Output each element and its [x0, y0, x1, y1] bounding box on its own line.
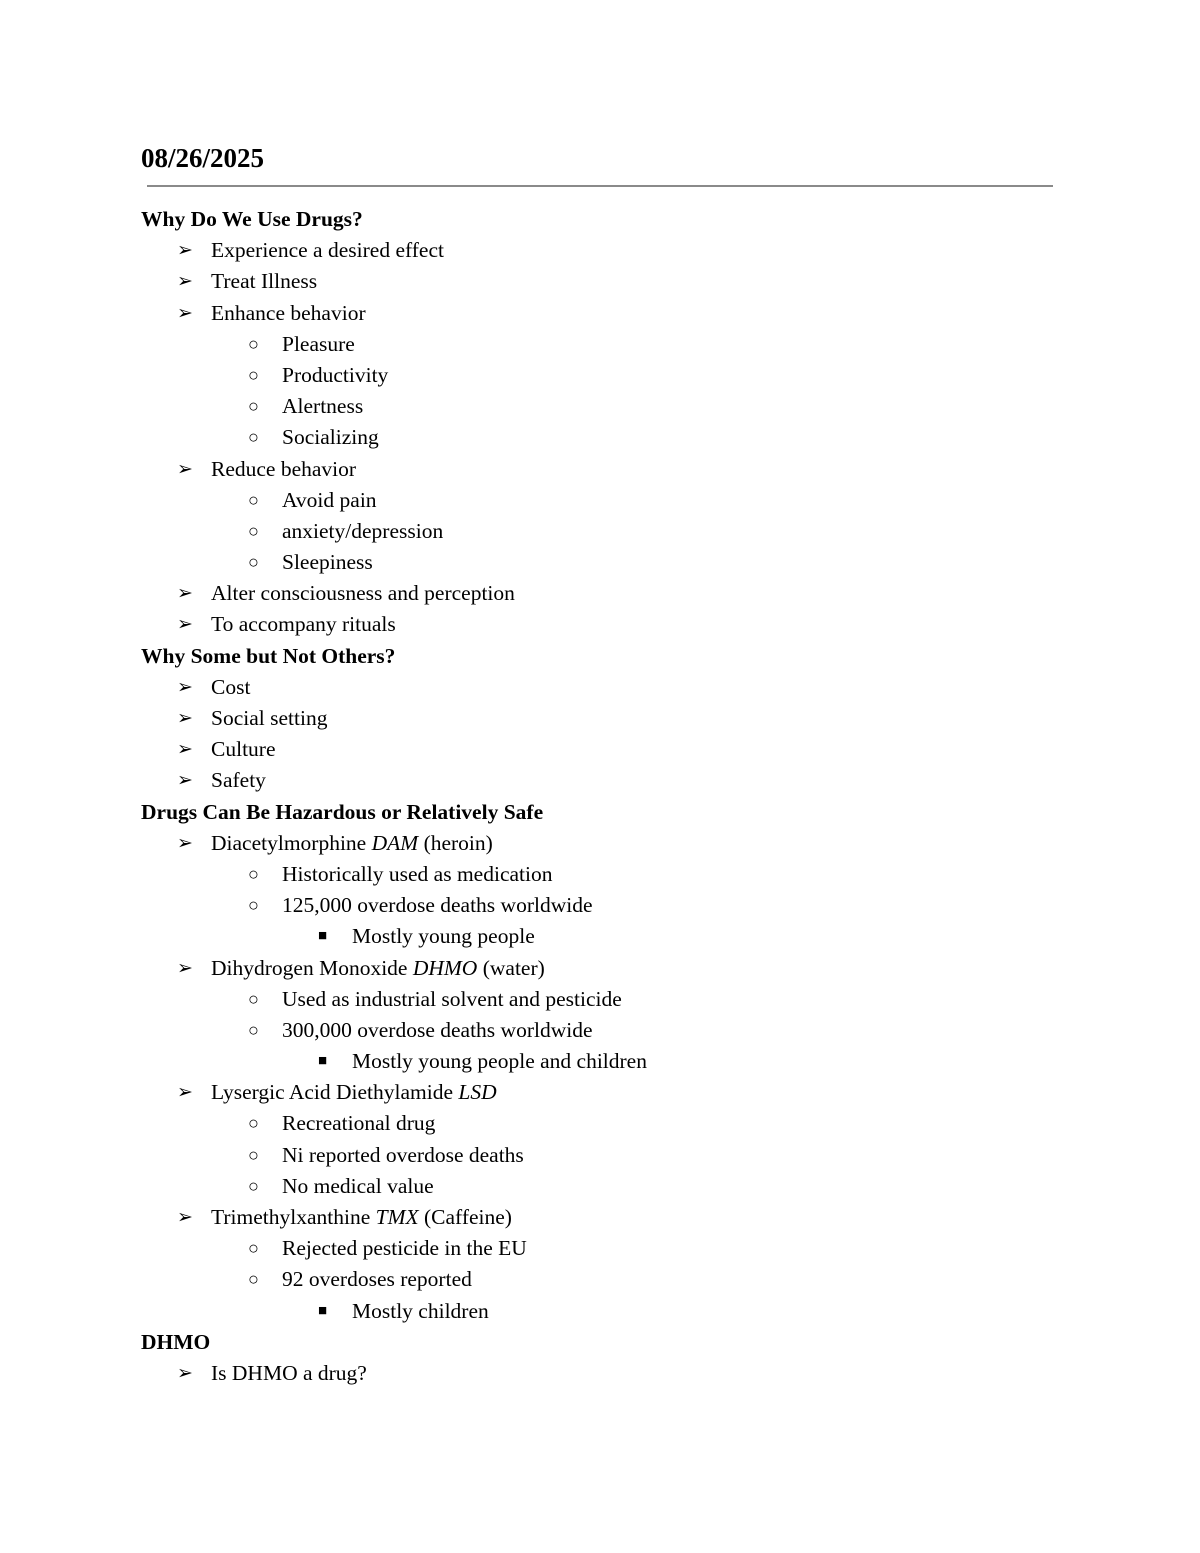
list-item [0, 1077, 1200, 1108]
square-bullet-icon: ■ [318, 1053, 328, 1070]
drug-abbreviation: TMX [375, 1205, 419, 1229]
horizontal-divider [147, 185, 1053, 187]
sub-list-item: ○ 92 overdoses reported [0, 1264, 1200, 1295]
drug-abbreviation: DHMO [412, 955, 478, 980]
circle-bullet-icon: ○ [248, 1238, 259, 1259]
arrow-bullet-icon: ➢ [177, 676, 193, 698]
drug-note: (Caffeine) [424, 1205, 512, 1229]
arrow-bullet-icon: ➢ [177, 614, 193, 636]
list-item: ➢ To accompany rituals [0, 609, 1200, 640]
arrow-bullet-icon: ➢ [177, 770, 193, 792]
list-item [0, 828, 1200, 859]
list-item: ➢ Cost [0, 672, 1200, 703]
section-heading: DHMO [141, 1329, 211, 1354]
sub-list-item: ○ No medical value [0, 1171, 1200, 1202]
arrow-bullet-icon: ➢ [177, 240, 193, 262]
page-date: 08/26/2025 [141, 143, 265, 173]
sub-list-item: ○ 300,000 overdose deaths worldwide [0, 1015, 1200, 1046]
circle-bullet-icon: ○ [248, 364, 259, 385]
sub-list-item: ○ Pleasure [0, 329, 1200, 360]
list-item: ➢ Alter consciousness and perception [0, 578, 1200, 609]
drug-note: (water) [482, 955, 545, 980]
circle-bullet-icon: ○ [248, 1144, 259, 1165]
arrow-bullet-icon: ➢ [177, 1207, 193, 1228]
notes-body [0, 204, 1200, 1389]
sub-sub-list-item: ■ Mostly young people [0, 921, 1200, 952]
circle-bullet-icon: ○ [248, 552, 259, 573]
circle-bullet-icon: ○ [248, 1175, 259, 1196]
sub-list-item: ○ Ni reported overdose deaths [0, 1140, 1200, 1171]
arrow-bullet-icon: ➢ [177, 708, 193, 729]
circle-bullet-icon: ○ [248, 895, 259, 916]
drug-name: Diacetylmorphine [211, 830, 367, 855]
circle-bullet-icon: ○ [248, 988, 259, 1009]
drug-abbreviation: LSD [458, 1080, 497, 1105]
sub-list-item: ○ Used as industrial solvent and pesticide [0, 984, 1200, 1015]
section-heading: Why Some but Not Others? [141, 643, 396, 668]
sub-list-item: ○ Socializing [0, 422, 1200, 453]
sub-list-item: ○ anxiety/depression [0, 516, 1200, 547]
list-item: ➢ Culture [0, 734, 1200, 765]
square-bullet-icon: ■ [318, 1302, 328, 1319]
arrow-bullet-icon: ➢ [177, 957, 193, 979]
sub-list-item: ○ Sleepiness [0, 547, 1200, 578]
list-item: ➢ Experience a desired effect [0, 235, 1200, 266]
list-item [0, 953, 1200, 984]
arrow-bullet-icon: ➢ [177, 458, 193, 480]
arrow-bullet-icon: ➢ [177, 1362, 193, 1384]
list-item: ➢ Reduce behavior [0, 454, 1200, 485]
arrow-bullet-icon: ➢ [177, 739, 193, 761]
circle-bullet-icon: ○ [248, 1019, 259, 1040]
section-heading: Why Do We Use Drugs? [141, 207, 363, 231]
sub-list-item: ○ Avoid pain [0, 485, 1200, 516]
drug-name: Lysergic Acid Diethylamide [211, 1080, 454, 1105]
drug-name: Dihydrogen Monoxide [211, 955, 408, 980]
list-item: ➢ Enhance behavior [0, 298, 1200, 329]
list-item: ➢ Social setting [0, 703, 1200, 734]
section-heading: Drugs Can Be Hazardous or Relatively Safe [141, 799, 544, 824]
circle-bullet-icon: ○ [248, 396, 259, 417]
circle-bullet-icon: ○ [248, 1269, 259, 1290]
list-item: ➢ Treat Illness [0, 266, 1200, 297]
drug-note: (heroin) [423, 830, 493, 855]
sub-sub-list-item: ■ Mostly children [0, 1296, 1200, 1327]
drug-name: Trimethylxanthine [211, 1205, 371, 1229]
sub-sub-list-item: ■ Mostly young people and children [0, 1046, 1200, 1077]
circle-bullet-icon: ○ [248, 333, 259, 354]
drug-abbreviation: DAM [371, 830, 419, 855]
arrow-bullet-icon: ➢ [177, 1082, 193, 1104]
list-item: ➢ Safety [0, 765, 1200, 796]
arrow-bullet-icon: ➢ [177, 302, 193, 324]
square-bullet-icon: ■ [318, 928, 328, 945]
sub-list-item: ○ Rejected pesticide in the EU [0, 1233, 1200, 1264]
circle-bullet-icon: ○ [248, 520, 259, 541]
circle-bullet-icon: ○ [248, 863, 259, 884]
sub-list-item: ○ Historically used as medication [0, 859, 1200, 890]
circle-bullet-icon: ○ [248, 1113, 259, 1134]
sub-list-item: ○ 125,000 overdose deaths worldwide [0, 890, 1200, 921]
arrow-bullet-icon: ➢ [177, 832, 193, 854]
list-item [0, 1202, 1200, 1233]
circle-bullet-icon: ○ [248, 489, 259, 510]
list-item: ➢ Is DHMO a drug? [0, 1358, 1200, 1389]
sub-list-item: ○ Alertness [0, 391, 1200, 422]
sub-list-item: ○ Productivity [0, 360, 1200, 391]
circle-bullet-icon: ○ [248, 427, 259, 448]
arrow-bullet-icon: ➢ [177, 583, 193, 605]
arrow-bullet-icon: ➢ [177, 271, 193, 293]
sub-list-item: ○ Recreational drug [0, 1108, 1200, 1139]
